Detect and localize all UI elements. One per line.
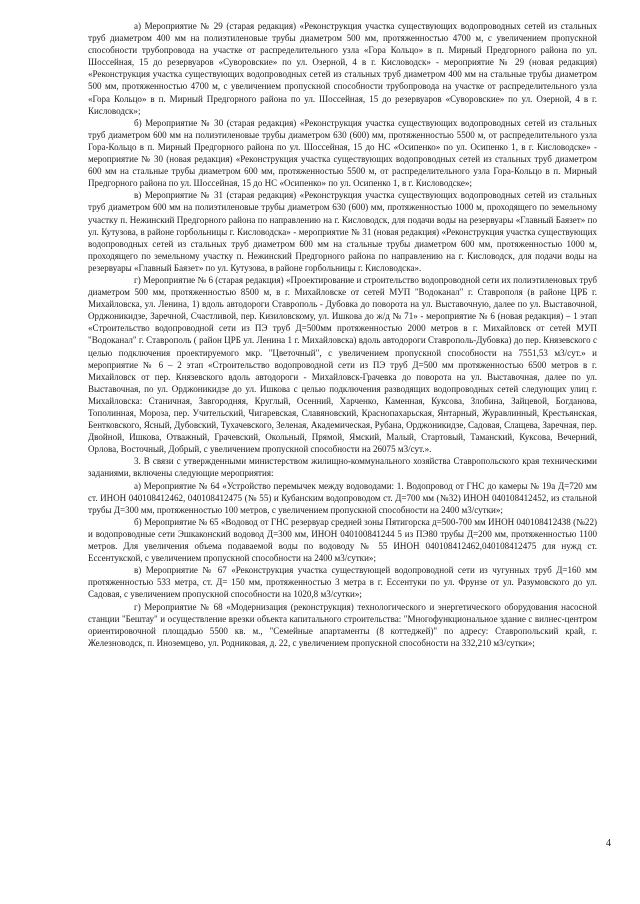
paragraph-section-3-intro: 3. В связи с утвержденными министерством жилищно-коммунального хозяйства Ставропольского края техническими заданиями, включены следующие мероприятия: xyxy=(88,456,597,479)
paragraph-measure-64: а) Мероприятие № 64 «Устройство перемычек между водоводами: 1. Водопровод от ГНС до камеры № 19а Д=720 мм ст. ИНОН 040108412462, 040108412475 (№ 55) и Кубанским водопроводом ст. Д=700 мм (№32) ИНОН 040108412452, из стальной трубы Д=300 мм, протяженностью 100 метров, с увеличением пропускной способности на 2400 м3/сутки»; xyxy=(88,480,597,515)
paragraph-measure-6: г) Мероприятие № 6 (старая редакция) «Проектирование и строительство водопроводной сети их полиэтиленовых труб диаметром 500 мм, протяженностью 8500 м, в г. Михайловске от сетей МУП "Водоканал" г. Ставрополя (в районе ЦРБ г. Михайловска, ул. Ленина, 1) вдоль автодороги Ставрополь - Дубовка до поворота на ул. Выставочную, далее по ул. Выставочной, Орджоникидзе, Заречной, Счастливой, пер. Кизиловскому, ул. Ишкова до ж/д № 71» - мероприятие № 6 (новая редакция) – 1 этап «Строительство водопроводной сети из ПЭ труб Д=500мм протяженностью 2000 метров в г. Михайловск от сетей МУП "Водоканал" г. Ставрополь ( район ЦРБ ул. Ленина 1 г. Михайловска) вдоль автодороги Ставрополь-Дубовка) до пер. Князевского с целью подключения проектируемого мкр. "Цветочный", с увеличением пропускной способности на 7551,53 м3/сут.» и мероприятие № 6 – 2 этап «Строительство водопроводной сети из ПЭ труб Д=500 мм протяженностью 6500 метров в г. Михайловск от пер. Князевского вдоль автодороги - Михайловск-Грачевка до поворота на ул. Выставочная, далее по ул. Выставочная, по ул. Орджоникидзе до ул. Ишкова с целью подключения разводящих водопроводных сетей следующих улиц г. Михайловска: Станичная, Завгородняя, Круглый, Осенний, Харченко, Каменная, Куксова, Злобина, Зайцевой, Богданова, Тополинная, Мороза, пер. Учительский, Чигаревская, Славяновский, Краснопахарьская, Янтарный, Журавлинный, Крестьянская, Бентковского, Ясный, Дубовский, Тухачевского, Зеленая, Академическая, Рубана, Орджоникидзе, Садовая, Слащева, Заречная, пер. Двойной, Ишкова, Отважный, Грачевский, Окольный, Прямой, Ямский, Малый, Стартовый, Таманский, Куксова, Вечерний, Орлова, Восточный, Добрый, с увеличением пропускной способности на 26075 м3/сут.». xyxy=(88,274,597,455)
paragraph-measure-67: в) Мероприятие № 67 «Реконструкция участка существующей водопроводной сети из чугунных труб Д=160 мм протяженностью 533 метра, ст. Д= 150 мм, протяженностью 3 метра в г. Ессентуки по ул. Фрунзе от ул. Разумовского до ул. Садовая, с увеличением пропускной способности на 1020,8 м3/сутки»; xyxy=(88,565,597,600)
paragraph-measure-68: г) Мероприятие № 68 «Модернизация (реконструкция) технологического и энергетического оборудования насосной станции "Бештау" и осуществление врезки объекта капитального строительства: "Многофункциональное здание с вилнес-центром ориентировочной площадью 5500 кв. м., "Семейные апартаменты (8 коттеджей)" по адресу: Ставропольский край, г. Железноводск, п. Иноземцево, ул. Родниковая, д. 22, с увеличением пропускной способности на 332,210 м3/сутки»; xyxy=(88,601,597,648)
paragraph-measure-30: б) Мероприятие № 30 (старая редакция) «Реконструкция участка существующих водопроводных сетей из стальных труб диаметром 600 мм на полиэтиленовые трубы диаметром 630 (600) мм, протяженностью 5500 м, от распределительного узла Гора-Кольцо в п. Мирный Предгорного района по ул. Шоссейная, 15 до НС «Осипенко» по ул. Осипенко 1, в г. Кисловодске» - мероприятие № 30 (новая редакция) «Реконструкция участка существующих водопроводных сетей из стальных труб диаметром 600 мм на стальные трубы диаметром 600 мм, протяженностью 5500 м, от распределительного узла Гора-Кольцо в п. Мирный Предгорного района по ул. Шоссейная, 15 до НС «Осипенко» по ул. Осипенко 1, в г. Кисловодске»; xyxy=(88,117,597,189)
paragraph-measure-31: в) Мероприятие № 31 (старая редакция) «Реконструкция участка существующих водопроводных сетей из стальных труб диаметром 600 мм на полиэтиленовые трубы диаметром 630 (600) мм, протяженностью 1000 м, проходящего по земельному участку п. Нежинский Предгорного района по направлению на г. Кисловодск, для подачи воды на резервуары «Главный Баязет» по ул. Кутузова, в районе горбольницы г. Кисловодска» - мероприятие № 31 (новая редакция) «Реконструкция участка существующих водопроводных сетей из стальных труб диаметром 600 мм на стальные трубы диаметром 600 мм, протяженностью 1000 м, проходящего по земельному участку п. Нежинский Предгорного района по направлению на г. Кисловодск, для подачи воды на резервуары «Главный Баязет» по ул. Кутузова, в районе горбольницы г. Кисловодска». xyxy=(88,190,597,273)
page-number: 4 xyxy=(606,838,611,849)
paragraph-measure-65: б) Мероприятие № 65 «Водовод от ГНС резервуар средней зоны Пятигорска д=500-700 мм ИНОН 0401084124З8 (№22) и водопроводные сети Эшкаконский водовод Д=300 мм, ИНОН 040100841244 5 из ПЭ80 трубы Д=200 мм, протяженностью 1100 метров. Для увеличения объема подаваемой воды по водоводу № 55 ИНОН 040108412462,040108412475 для нужд ст. Ессентукской, с увеличением пропускной способности на 2400 м3/сутки»; xyxy=(88,516,597,564)
paragraph-measure-29: а) Мероприятие № 29 (старая редакция) «Реконструкция участка существующих водопроводных сетей из стальных труб диаметром 400 мм на полиэтиленовые трубы диаметром 500 мм, протяженностью 4700 м, с увеличением пропускной способности трубопровода на участке от распределительного узла «Гора Кольцо» в п. Мирный Предгорного района по ул. Шоссейная, 15 до резервуаров «Суворовские» по ул. Озерной, 4 в г. Кисловодск» - мероприятие № 29 (новая редакция) «Реконструкция участка существующих водопроводных сетей из стальных труб диаметром 400 мм на стальные трубы диаметром 500 мм, протяженностью 4700 м, с увеличением пропускной способности трубопровода на участке от распределительного узла «Гора Кольцо» в п. Мирный Предгорного района по ул. Шоссейная, 15 до резервуаров «Суворовские» по ул. Озерной, 4 в г. Кисловодск»; xyxy=(88,21,597,116)
